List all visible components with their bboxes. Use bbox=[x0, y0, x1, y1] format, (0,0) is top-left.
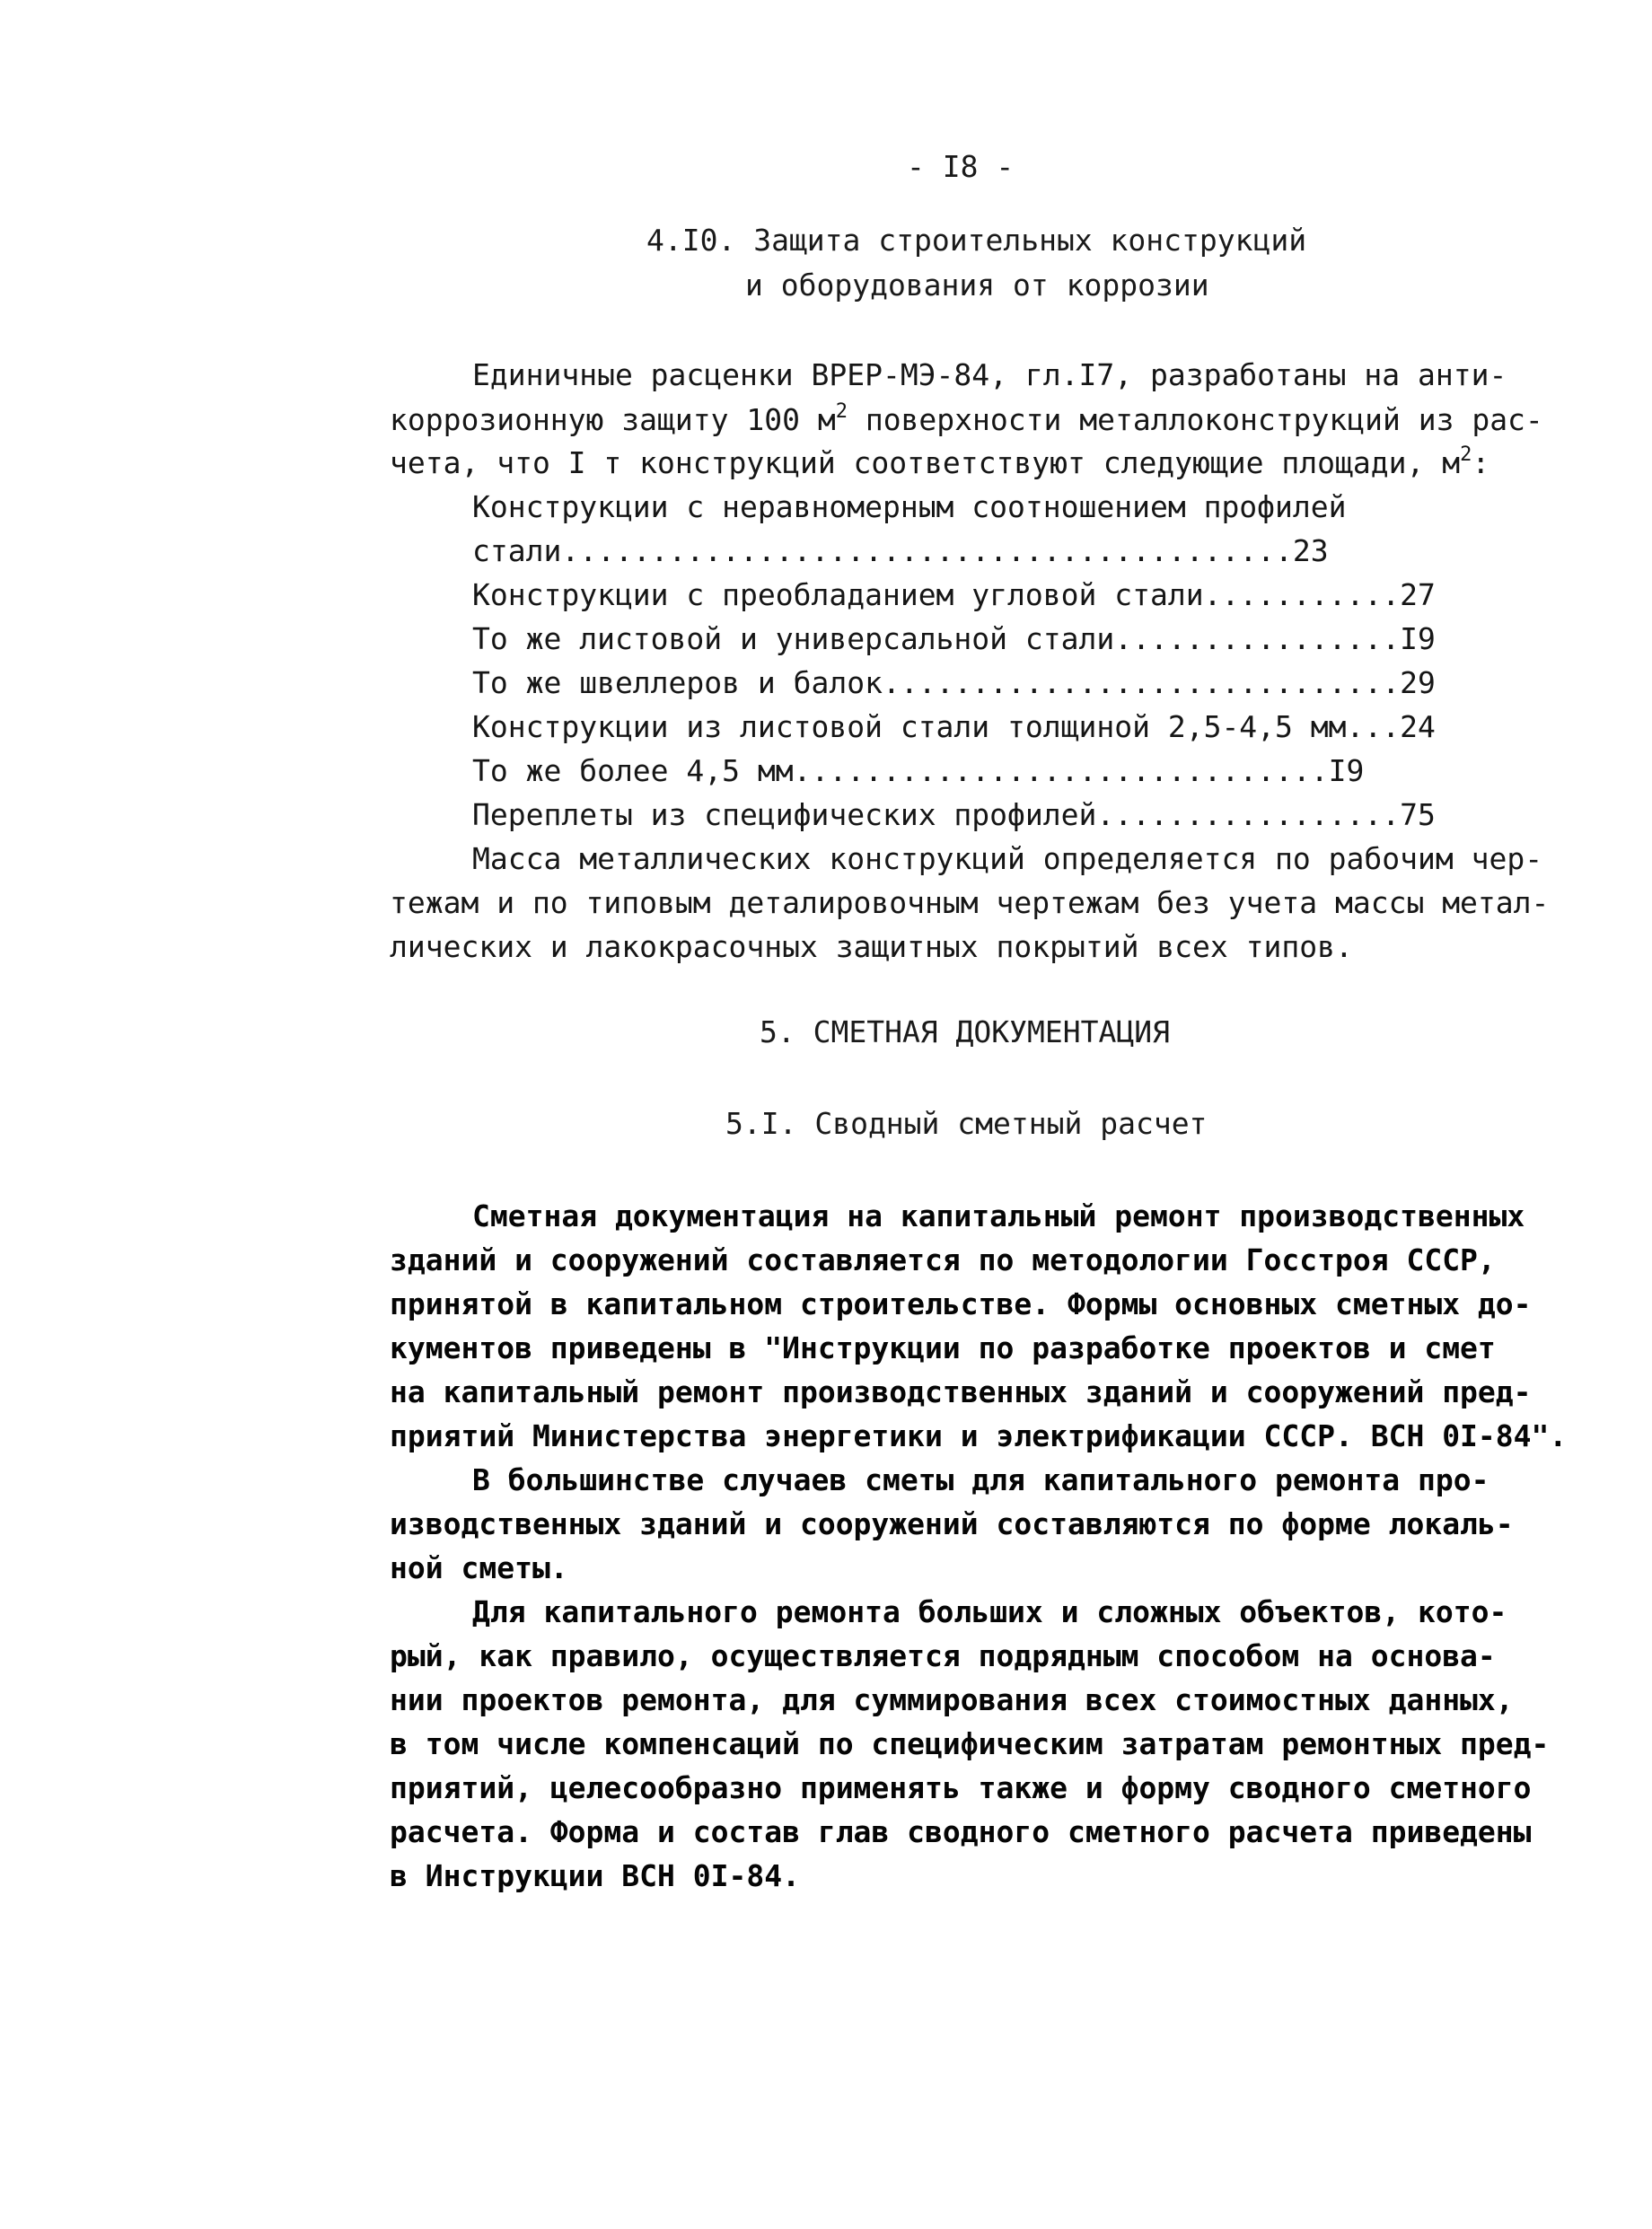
list-item bbox=[472, 533, 1329, 569]
paragraph-line: Масса металлических конструкций определяется по рабочим чер- bbox=[472, 841, 1543, 876]
paragraph-line: ной сметы. bbox=[390, 1550, 568, 1585]
section-4-10-title-line2: и оборудования от коррозии bbox=[745, 268, 1209, 303]
list-item-value: 23 bbox=[1292, 533, 1329, 568]
dot-leader: ................. bbox=[1096, 797, 1401, 832]
list-item-label: То же листовой и универсальной стали bbox=[472, 621, 1115, 656]
paragraph-line: принятой в капитальном строительстве. Формы основных сметных до- bbox=[390, 1286, 1532, 1321]
paragraph-segment: : bbox=[1472, 445, 1490, 480]
paragraph-line: приятий, целесообразно применять также и форму сводного сметного bbox=[390, 1770, 1532, 1805]
paragraph-line: на капитальный ремонт производственных зданий и сооружений пред- bbox=[390, 1374, 1532, 1409]
list-item-value: I9 bbox=[1328, 753, 1365, 788]
paragraph-line: в том числе компенсаций по специфическим затратам ремонтных пред- bbox=[390, 1726, 1550, 1761]
paragraph-segment: поверхности металлоконструкций из рас- bbox=[847, 402, 1543, 437]
paragraph-line: расчета. Форма и состав глав сводного сметного расчета приведены bbox=[390, 1814, 1532, 1849]
list-item-label: То же швеллеров и балок bbox=[472, 665, 883, 700]
list-item-label: Конструкции с неравномерным соотношением профилей bbox=[472, 489, 1347, 524]
dot-leader: ... bbox=[1346, 709, 1401, 744]
list-item bbox=[472, 621, 1436, 657]
list-item-label: Конструкции с преобладанием угловой стали bbox=[472, 577, 1204, 612]
paragraph-line: Для капитального ремонта больших и сложных объектов, кото- bbox=[472, 1594, 1507, 1629]
paragraph-line: Сметная документация на капитальный ремонт производственных bbox=[472, 1198, 1525, 1233]
list-item bbox=[472, 753, 1364, 789]
list-item bbox=[472, 709, 1436, 745]
list-item bbox=[472, 797, 1436, 833]
paragraph-line: тежам и по типовым деталировочным чертежам без учета массы метал- bbox=[390, 885, 1550, 920]
list-item-label: Конструкции из листовой стали толщиной 2,5-4,5 мм bbox=[472, 709, 1347, 744]
paragraph-line: Единичные расценки ВРЕР-МЭ-84, гл.I7, разработаны на анти- bbox=[472, 357, 1507, 392]
list-item-value: 29 bbox=[1400, 665, 1436, 700]
dot-leader: ................ bbox=[1114, 621, 1401, 656]
list-item-value: 27 bbox=[1400, 577, 1436, 612]
paragraph-line: изводственных зданий и сооружений составляются по форме локаль- bbox=[390, 1506, 1514, 1541]
paragraph-line bbox=[390, 402, 1543, 438]
paragraph-line: В большинстве случаев сметы для капитального ремонта про- bbox=[472, 1462, 1489, 1497]
list-item bbox=[472, 665, 1436, 701]
dot-leader: ........... bbox=[1203, 577, 1401, 612]
section-5-1-subtitle: 5.I. Сводный сметный расчет bbox=[725, 1106, 1208, 1141]
paragraph-line: лических и лакокрасочных защитных покрытий всех типов. bbox=[390, 929, 1353, 964]
list-item-label: То же более 4,5 мм bbox=[472, 753, 794, 788]
paragraph-line: кументов приведены в "Инструкции по разработке проектов и смет bbox=[390, 1330, 1496, 1365]
paragraph-line: в Инструкции ВСН 0I-84. bbox=[390, 1858, 800, 1893]
page-number: - I8 - bbox=[907, 149, 1015, 184]
section-5-title: 5. СМЕТНАЯ ДОКУМЕНТАЦИЯ bbox=[760, 1014, 1170, 1049]
list-item bbox=[472, 577, 1436, 613]
paragraph-line bbox=[390, 445, 1489, 481]
dot-leader: .............................. bbox=[793, 753, 1329, 788]
list-item-value: I9 bbox=[1400, 621, 1436, 656]
list-item-value: 24 bbox=[1400, 709, 1436, 744]
dot-leader: ............................. bbox=[882, 665, 1401, 700]
list-item-label: стали bbox=[472, 533, 562, 568]
section-4-10-title-line1: 4.I0. Защита строительных конструкций bbox=[646, 223, 1307, 258]
paragraph-segment: коррозионную защиту 100 м bbox=[390, 402, 836, 437]
paragraph-line: нии проектов ремонта, для суммирования всех стоимостных данных, bbox=[390, 1682, 1514, 1717]
dot-leader: ......................................... bbox=[561, 533, 1293, 568]
paragraph-line: рый, как правило, осуществляется подрядным способом на основа- bbox=[390, 1638, 1496, 1673]
paragraph-line: зданий и сооружений составляется по методологии Госстроя СССР, bbox=[390, 1242, 1496, 1277]
paragraph-line: приятий Министерства энергетики и электрификации СССР. ВСН 0I-84". bbox=[390, 1418, 1568, 1453]
list-item-label: Переплеты из специфических профилей bbox=[472, 797, 1097, 832]
superscript: 2 bbox=[835, 400, 848, 423]
paragraph-segment: чета, что I т конструкций соответствуют следующие площади, м bbox=[390, 445, 1461, 480]
list-item-value: 75 bbox=[1400, 797, 1436, 832]
superscript: 2 bbox=[1460, 443, 1472, 466]
